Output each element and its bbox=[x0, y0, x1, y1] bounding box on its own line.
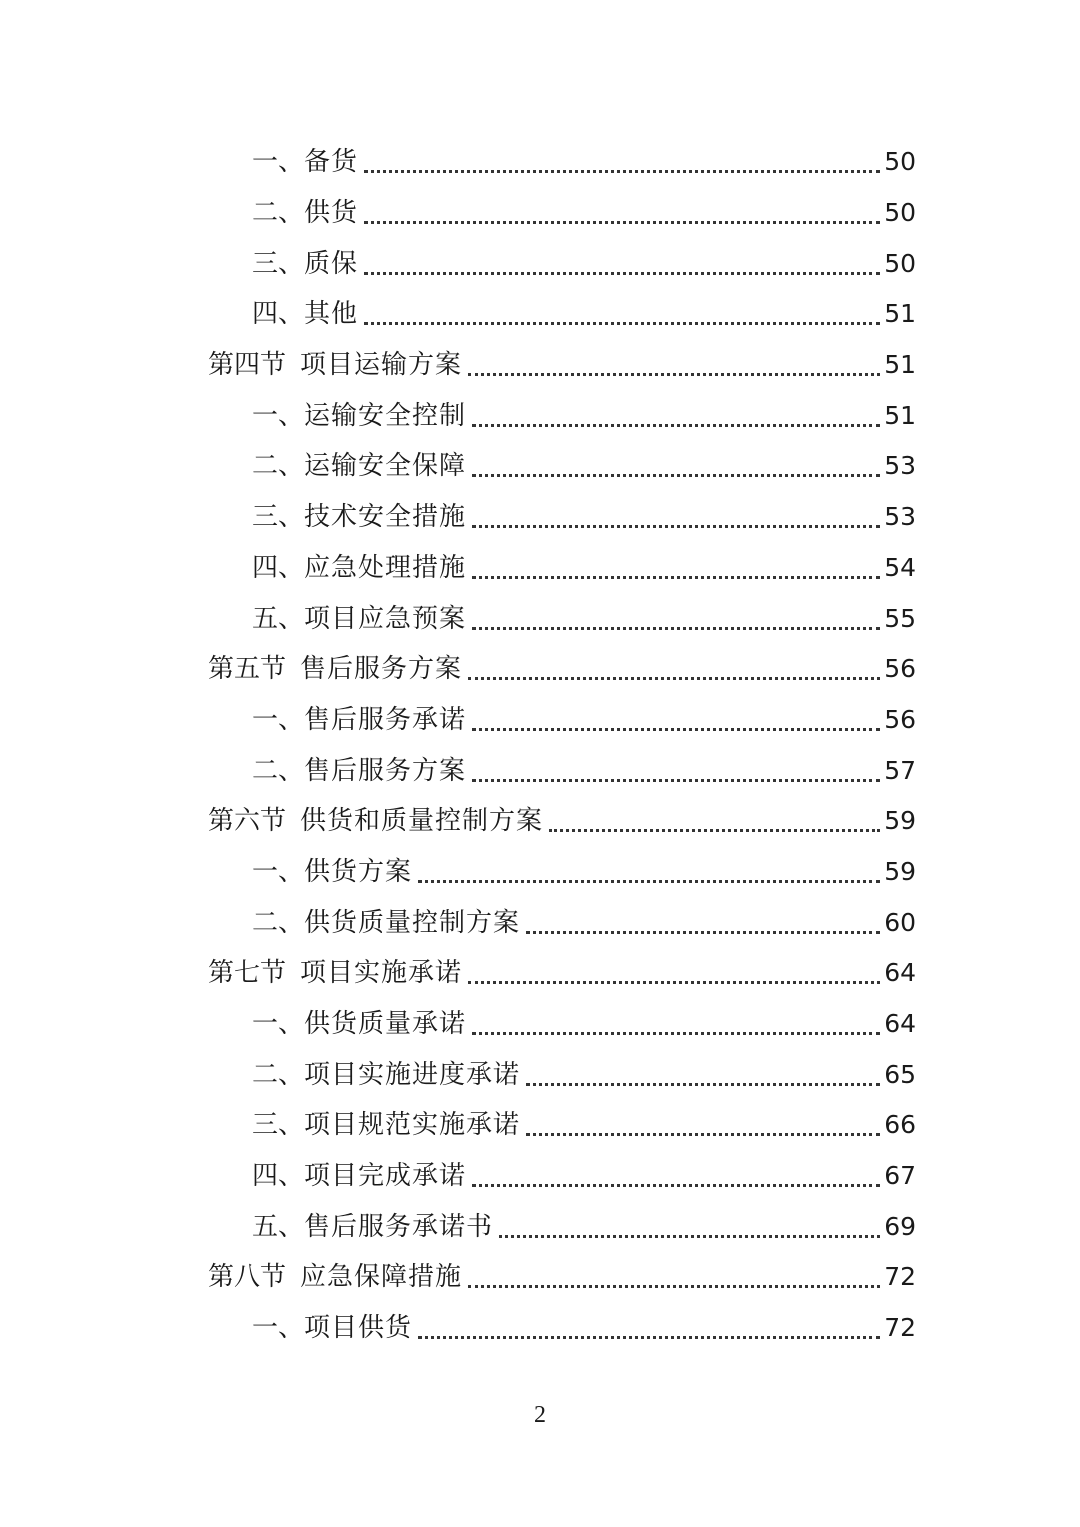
toc-subsection-entry bbox=[208, 137, 916, 188]
toc-entry-page: 60 bbox=[884, 907, 916, 937]
toc-dot-leader bbox=[549, 796, 880, 846]
toc-subsection-entry bbox=[208, 999, 916, 1050]
toc-entry-title: 售后服务方案 bbox=[304, 755, 467, 786]
toc-section-entry bbox=[208, 1252, 916, 1303]
toc-section-entry bbox=[208, 644, 916, 695]
toc-subsection-entry bbox=[208, 441, 916, 492]
toc-dot-leader bbox=[499, 1202, 880, 1252]
toc-dot-leader bbox=[472, 594, 880, 644]
toc-entry-title: 质保 bbox=[304, 248, 359, 279]
toc-dot-leader bbox=[472, 441, 880, 491]
toc-subsection-entry bbox=[208, 1303, 916, 1354]
toc-entry-number: 二、 bbox=[252, 755, 305, 786]
toc-dot-leader bbox=[472, 391, 880, 441]
toc-dot-leader bbox=[472, 543, 880, 593]
toc-entry-page: 72 bbox=[884, 1262, 916, 1292]
toc-subsection-entry bbox=[208, 695, 916, 746]
toc-entry-page: 53 bbox=[884, 502, 916, 532]
toc-subsection-entry bbox=[208, 289, 916, 340]
toc-section-entry bbox=[208, 948, 916, 999]
toc-entry-number: 一、 bbox=[252, 704, 305, 735]
toc-entry-number: 四、 bbox=[252, 1161, 305, 1192]
toc-dot-leader bbox=[526, 1100, 880, 1150]
toc-dot-leader bbox=[472, 492, 880, 542]
toc-section-entry bbox=[208, 340, 916, 391]
toc-entry-title: 项目规范实施承诺 bbox=[304, 1110, 521, 1141]
toc-entry-page: 51 bbox=[884, 299, 916, 329]
toc-subsection-entry bbox=[208, 238, 916, 289]
toc-dot-leader bbox=[472, 695, 880, 745]
toc-entry-page: 64 bbox=[884, 958, 916, 988]
toc-entry-title: 项目完成承诺 bbox=[304, 1161, 467, 1192]
toc-entry-title: 项目实施进度承诺 bbox=[304, 1059, 521, 1090]
toc-entry-title: 项目供货 bbox=[304, 1313, 413, 1344]
toc-subsection-entry bbox=[208, 188, 916, 239]
toc-entry-number: 一、 bbox=[252, 856, 305, 887]
toc-subsection-entry bbox=[208, 593, 916, 644]
toc-entry-number: 第五节 bbox=[208, 654, 287, 685]
toc-dot-leader bbox=[472, 999, 880, 1049]
toc-subsection-entry bbox=[208, 543, 916, 594]
toc-entry-title: 技术安全措施 bbox=[304, 502, 467, 533]
toc-entry-number: 三、 bbox=[252, 502, 305, 533]
toc-entry-title: 售后服务方案 bbox=[300, 654, 463, 685]
toc-entry-number: 一、 bbox=[252, 147, 305, 178]
toc-entry-number: 三、 bbox=[252, 248, 305, 279]
toc-entry-number: 五、 bbox=[252, 1211, 305, 1242]
toc-entry-page: 51 bbox=[884, 350, 916, 380]
toc-dot-leader bbox=[468, 1252, 880, 1302]
toc-subsection-entry bbox=[208, 1100, 916, 1151]
toc-entry-title: 售后服务承诺书 bbox=[304, 1211, 494, 1242]
toc-entry-page: 50 bbox=[884, 147, 916, 177]
toc-entry-number: 四、 bbox=[252, 299, 305, 330]
toc-entry-page: 59 bbox=[884, 856, 916, 886]
toc-entry-page: 72 bbox=[884, 1313, 916, 1343]
toc-dot-leader bbox=[526, 898, 880, 948]
toc-entry-number: 一、 bbox=[252, 1009, 305, 1040]
toc-entry-title: 项目应急预案 bbox=[304, 603, 467, 634]
toc-dot-leader bbox=[468, 644, 880, 694]
toc-entry-number: 二、 bbox=[252, 907, 305, 938]
toc-subsection-entry bbox=[208, 1151, 916, 1202]
toc-entry-title: 供货方案 bbox=[304, 856, 413, 887]
toc-entry-page: 67 bbox=[884, 1161, 916, 1191]
toc-entry-page: 69 bbox=[884, 1211, 916, 1241]
toc-entry-title: 供货质量控制方案 bbox=[304, 907, 521, 938]
toc-section-entry bbox=[208, 796, 916, 847]
toc-subsection-entry bbox=[208, 897, 916, 948]
toc-entry-title: 备货 bbox=[304, 147, 359, 178]
toc-subsection-entry bbox=[208, 390, 916, 441]
toc-entry-page: 53 bbox=[884, 451, 916, 481]
toc-entry-title: 供货 bbox=[304, 198, 359, 229]
toc-dot-leader bbox=[472, 1151, 880, 1201]
toc-dot-leader bbox=[418, 1303, 880, 1353]
toc-entry-title: 项目运输方案 bbox=[300, 350, 463, 381]
toc-entry-page: 59 bbox=[884, 806, 916, 836]
toc-entry-number: 四、 bbox=[252, 552, 305, 583]
toc-entry-number: 三、 bbox=[252, 1110, 305, 1141]
toc-entry-page: 57 bbox=[884, 755, 916, 785]
toc-entry-page: 65 bbox=[884, 1059, 916, 1089]
toc-entry-page: 50 bbox=[884, 198, 916, 228]
toc-entry-title: 售后服务承诺 bbox=[304, 704, 467, 735]
toc-entry-page: 55 bbox=[884, 603, 916, 633]
toc-entry-page: 54 bbox=[884, 552, 916, 582]
toc-dot-leader bbox=[472, 746, 880, 796]
toc-dot-leader bbox=[364, 289, 880, 339]
toc-entry-page: 66 bbox=[884, 1110, 916, 1140]
toc-dot-leader bbox=[418, 847, 880, 897]
toc-entry-number: 第四节 bbox=[208, 350, 287, 381]
toc-entry-number: 五、 bbox=[252, 603, 305, 634]
toc-entry-number: 二、 bbox=[252, 198, 305, 229]
toc-dot-leader bbox=[364, 239, 880, 289]
toc-subsection-entry bbox=[208, 1049, 916, 1100]
toc-entry-page: 51 bbox=[884, 400, 916, 430]
toc-subsection-entry bbox=[208, 847, 916, 898]
toc-entry-title: 其他 bbox=[304, 299, 359, 330]
toc-entry-title: 应急处理措施 bbox=[304, 552, 467, 583]
toc-entry-number: 二、 bbox=[252, 1059, 305, 1090]
toc-dot-leader bbox=[526, 1050, 880, 1100]
toc-entry-title: 运输安全控制 bbox=[304, 400, 467, 431]
toc-entry-number: 第八节 bbox=[208, 1262, 287, 1293]
page-number: 2 bbox=[534, 1402, 546, 1428]
toc-entry-title: 项目实施承诺 bbox=[300, 958, 463, 989]
toc-entry-page: 56 bbox=[884, 654, 916, 684]
toc-entry-title: 运输安全保障 bbox=[304, 451, 467, 482]
toc-entry-title: 应急保障措施 bbox=[300, 1262, 463, 1293]
table-of-contents bbox=[208, 137, 916, 1354]
toc-entry-number: 第六节 bbox=[208, 806, 287, 837]
toc-entry-number: 一、 bbox=[252, 400, 305, 431]
toc-entry-number: 一、 bbox=[252, 1313, 305, 1344]
toc-entry-number: 第七节 bbox=[208, 958, 287, 989]
toc-entry-page: 56 bbox=[884, 704, 916, 734]
toc-subsection-entry bbox=[208, 745, 916, 796]
toc-dot-leader bbox=[468, 948, 880, 998]
toc-entry-title: 供货质量承诺 bbox=[304, 1009, 467, 1040]
toc-entry-title: 供货和质量控制方案 bbox=[300, 806, 544, 837]
toc-entry-page: 64 bbox=[884, 1009, 916, 1039]
toc-subsection-entry bbox=[208, 1201, 916, 1252]
toc-subsection-entry bbox=[208, 492, 916, 543]
toc-dot-leader bbox=[364, 188, 880, 238]
toc-entry-number: 二、 bbox=[252, 451, 305, 482]
toc-entry-page: 50 bbox=[884, 248, 916, 278]
toc-dot-leader bbox=[364, 137, 880, 187]
toc-dot-leader bbox=[468, 340, 880, 390]
